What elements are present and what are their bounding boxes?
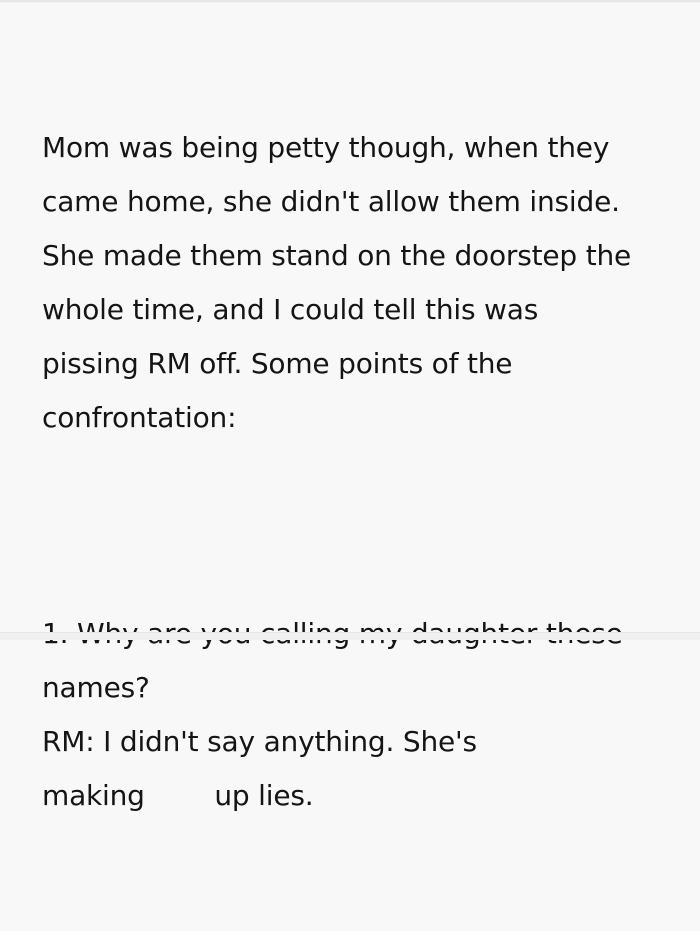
top-edge-divider — [0, 0, 700, 3]
bottom-edge-divider — [0, 632, 700, 640]
story-paragraph: Mom was being petty though, when they came home, she didn't allow them inside. She made them stand on the doorstep the whole time, and I could tell this was pissing RM off. Some points of the confrontation: — [42, 131, 632, 434]
post-body — [42, 13, 676, 931]
confrontation-list: names? RM: I didn't say anything. She's making up lies. — [42, 671, 477, 812]
